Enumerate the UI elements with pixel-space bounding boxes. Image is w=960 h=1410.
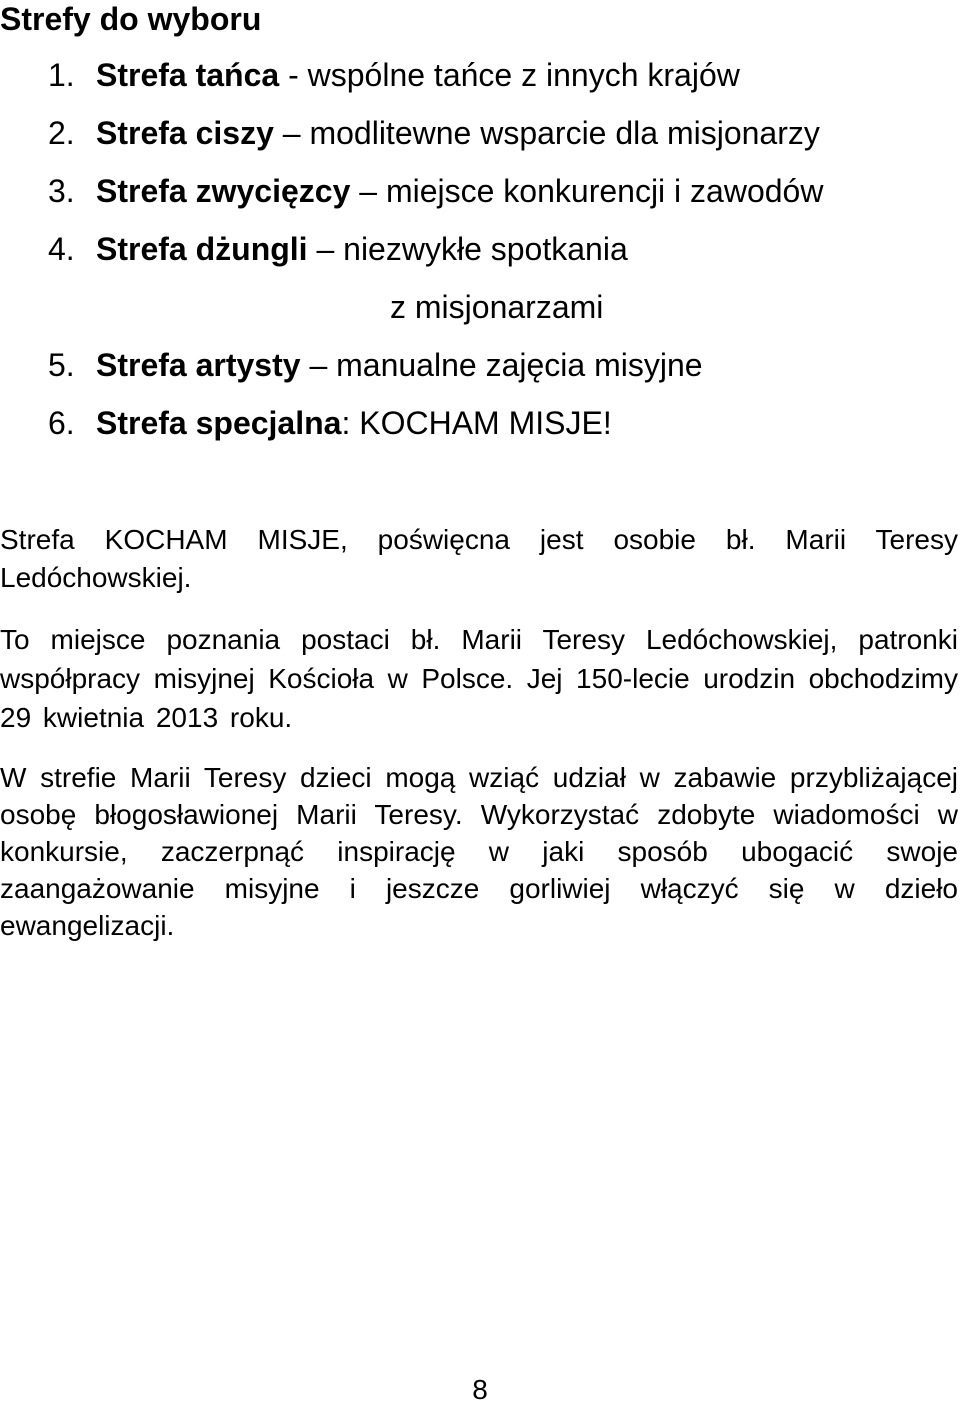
zone-item-winner — [48, 172, 823, 210]
section-heading: Strefy do wyboru — [0, 1, 262, 37]
zone-item-special — [48, 404, 612, 442]
zone-number: 4. — [48, 231, 75, 267]
zone-number: 3. — [48, 173, 75, 209]
page-number: 8 — [472, 1374, 488, 1405]
zone-description: – niezwykłe spotkania — [307, 231, 628, 267]
zone-description-continuation: z misjonarzami — [390, 289, 604, 325]
zone-number: 1. — [48, 57, 75, 93]
zone-description: - wspólne tańce z innych krajów — [279, 57, 740, 93]
zone-number: 2. — [48, 115, 75, 151]
zone-name: Strefa specjalna — [96, 405, 342, 441]
zone-item-artist — [48, 346, 703, 384]
zone-description: : KOCHAM MISJE! — [341, 405, 612, 441]
zone-item-dance — [48, 56, 740, 94]
zone-description: – miejsce konkurencji i zawodów — [350, 173, 824, 209]
zone-name: Strefa ciszy — [96, 115, 274, 151]
paragraph-dedication: Strefa KOCHAM MISJE, poświęcna jest osobie bł. Marii Teresy Ledóchowskiej. — [0, 524, 958, 593]
zone-description: – modlitewne wsparcie dla misjonarzy — [273, 115, 820, 151]
paragraph-activities: W strefie Marii Teresy dzieci mogą wziąć udział w zabawie przybliżającej osobę błogosławionej Marii Teresy. Wykorzystać zdobyte wiadomości w konkursie, zaczerpnąć inspirację w jaki sposób ubogacić swoje zaangażowanie misyjne i jeszcze gorliwiej włączyć się w dzieło ewangelizacji. — [0, 762, 958, 941]
zone-number: 6. — [48, 405, 75, 441]
paragraph-patron: To miejsce poznania postaci bł. Marii Teresy Ledóchowskiej, patronki współpracy misyjnej Kościoła w Polsce. Jej 150-lecie urodzin obchodzimy 29 kwietnia 2013 roku. — [0, 624, 958, 733]
zone-number: 5. — [48, 347, 75, 383]
zone-name: Strefa artysty — [96, 347, 301, 383]
zone-description: – manualne zajęcia misyjne — [300, 347, 703, 383]
zone-name: Strefa dżungli — [96, 231, 308, 267]
zone-item-silence — [48, 114, 820, 152]
zone-name: Strefa zwycięzcy — [96, 173, 351, 209]
zone-item-jungle — [48, 230, 628, 268]
zone-name: Strefa tańca — [96, 57, 280, 93]
